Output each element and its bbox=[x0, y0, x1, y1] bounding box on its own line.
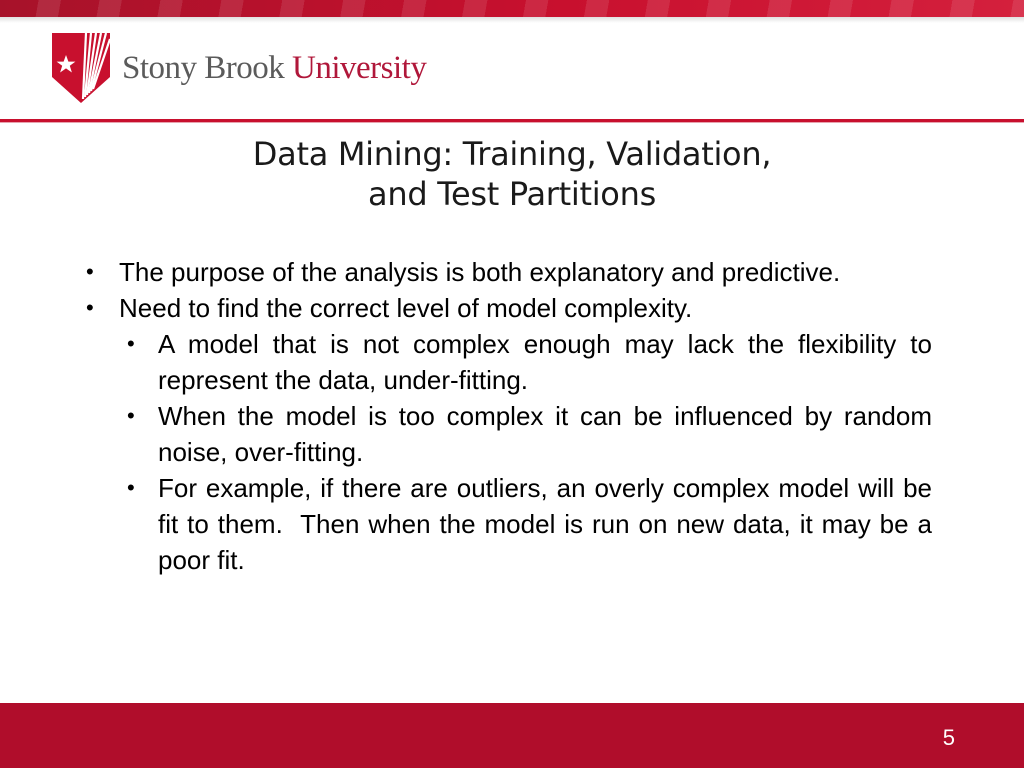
page-number: 5 bbox=[942, 725, 955, 750]
slide-title bbox=[150, 134, 874, 214]
bullet-icon: • bbox=[127, 331, 135, 356]
slide-title-line-1: Data Mining: Training, Validation, bbox=[252, 135, 772, 173]
sub-bullet-text: When the model is too complex it can be influenced by random noise, over-fitting. bbox=[158, 401, 932, 467]
top-stripe-shadow bbox=[0, 17, 1024, 23]
bullet-item bbox=[84, 290, 932, 326]
bullet-icon: • bbox=[86, 259, 94, 284]
slide-title-line-2: and Test Partitions bbox=[368, 175, 656, 213]
header-divider-shadow bbox=[0, 122, 1024, 123]
university-logo bbox=[52, 33, 426, 103]
sub-bullet-item bbox=[84, 470, 940, 578]
logo-wordmark bbox=[122, 49, 427, 86]
shield-star-icon bbox=[52, 33, 110, 103]
top-accent-stripe bbox=[0, 0, 1024, 17]
footer-bar bbox=[0, 703, 1024, 768]
sub-bullet-text: For example, if there are outliers, an overly complex model will be fit to them. Then when the model is run on new data, it may be a poor fit. bbox=[158, 473, 940, 575]
bullet-icon: • bbox=[86, 295, 94, 320]
logo-wordmark-stony-brook: Stony Brook bbox=[122, 49, 285, 86]
logo-wordmark-university: University bbox=[292, 49, 427, 86]
sub-bullet-item bbox=[84, 398, 932, 470]
bullet-text: Need to find the correct level of model complexity. bbox=[119, 293, 693, 323]
bullet-icon: • bbox=[127, 475, 135, 500]
bullet-text: The purpose of the analysis is both explanatory and predictive. bbox=[119, 257, 841, 287]
sub-bullet-item bbox=[84, 326, 932, 398]
bullet-item bbox=[84, 254, 932, 290]
sub-bullet-text: A model that is not complex enough may lack the flexibility to represent the data, under-fitting. bbox=[158, 329, 932, 395]
bullet-icon: • bbox=[127, 403, 135, 428]
slide-body bbox=[84, 254, 940, 578]
